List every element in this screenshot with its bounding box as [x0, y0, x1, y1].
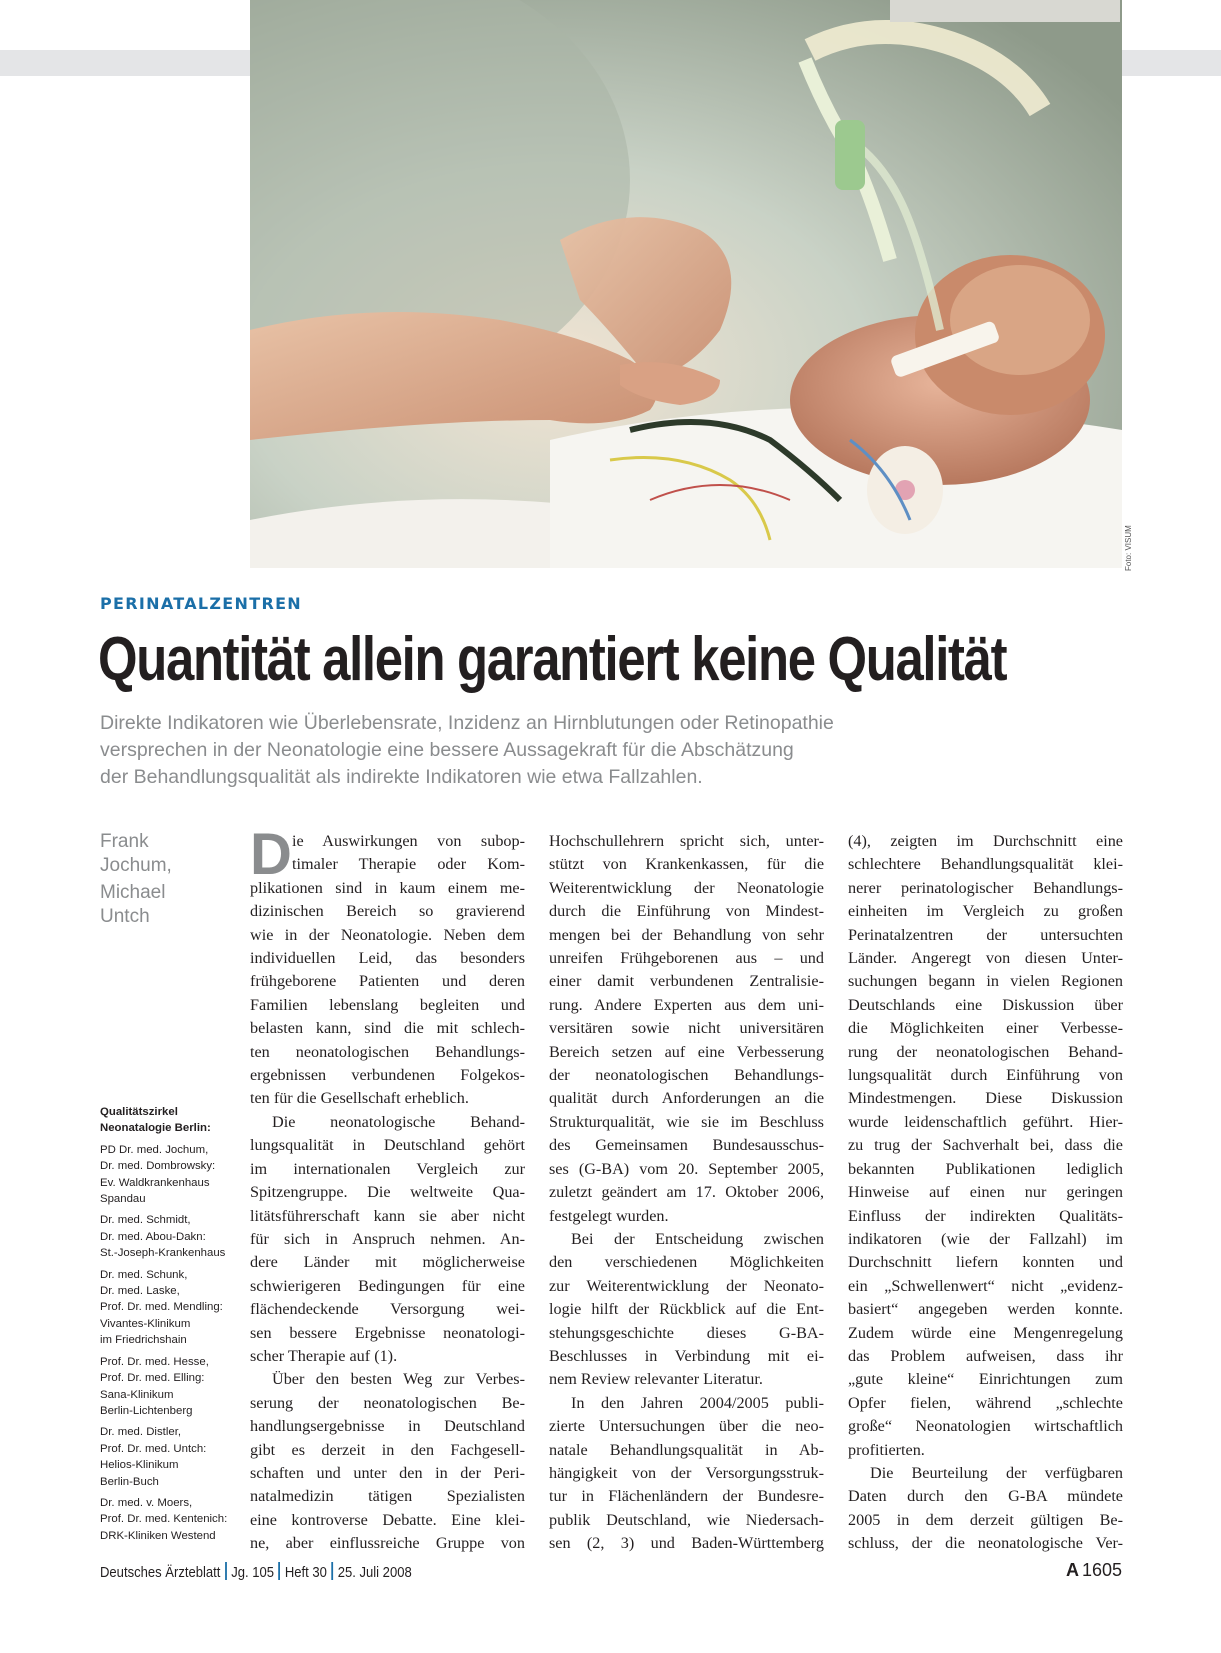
- text-line: ergebnissen verbundenen Folgekos-: [250, 1066, 525, 1085]
- text-line: sen bessere Ergebnisse neonatologi-: [250, 1323, 525, 1342]
- footer-issue: Heft 30: [284, 1565, 327, 1581]
- text-line: des Gemeinsamen Bundesausschus-: [549, 1136, 824, 1155]
- text-line: Hochschullehrern spricht sich, unter-: [549, 832, 824, 850]
- text-line: natale Behandlungsqualität in Ab-: [549, 1440, 824, 1459]
- text-line: schaften und unter den in der Peri-: [250, 1463, 525, 1482]
- text-line: mengen bei der Behandlung von sehr: [549, 925, 824, 944]
- text-line: für sich in Anspruch nehmen. An-: [250, 1229, 525, 1248]
- sidebar-line: Berlin-Buch: [100, 1475, 159, 1488]
- author-line: Untch: [100, 905, 150, 927]
- footer-separator: [331, 1562, 333, 1580]
- sidebar-member-block: [100, 1424, 240, 1490]
- text-line: der neonatologischen Behandlungs-: [549, 1066, 824, 1085]
- footer-journal: Deutsches Ärzteblatt: [100, 1565, 221, 1581]
- text-line: wurde leidenschaftlich geführt. Hier-: [848, 1112, 1123, 1131]
- text-line: einheiten im Vergleich zu großen: [848, 902, 1123, 921]
- sidebar-member-block: [100, 1142, 240, 1208]
- body-column-3: [848, 830, 1123, 1556]
- sidebar-line: Dr. med. Distler,: [100, 1426, 182, 1439]
- text-line: Strukturqualität, wie sie im Beschluss: [549, 1112, 824, 1131]
- page-footer: [100, 1560, 1122, 1584]
- sidebar-line: Helios-Klinikum: [100, 1459, 179, 1472]
- sidebar-line: Dr. med. Schmidt,: [100, 1214, 191, 1227]
- text-line: belasten kann, sind die mit schlech-: [250, 1019, 525, 1038]
- text-line: Spitzengruppe. Die weltweite Qua-: [250, 1183, 525, 1202]
- author-byline: [100, 830, 240, 928]
- photo-credit: Foto: VISUM: [1124, 525, 1133, 571]
- header-band-left: [0, 50, 250, 76]
- text-line: plikationen sind in kaum einem me-: [250, 878, 525, 897]
- footer-citation: [100, 1562, 412, 1581]
- text-line: gibt es derzeit in den Fachgesell-: [250, 1440, 525, 1459]
- text-line: zuletzt geändert am 17. Oktober 2006,: [549, 1183, 824, 1202]
- text-line: den verschiedenen Möglichkeiten: [549, 1253, 824, 1272]
- page-number: [1066, 1560, 1122, 1581]
- text-line: lungsqualität in Deutschland gehört: [250, 1136, 525, 1155]
- lead-line: Direkte Indikatoren wie Überlebensrate, Inzidenz an Hirnblutungen oder Retinopathie: [100, 712, 834, 734]
- section-kicker: PERINATALZENTREN: [100, 594, 302, 613]
- sidebar-line: Dr. med. v. Moers,: [100, 1496, 193, 1509]
- text-line: 2005 in dem derzeit gültigen Be-: [848, 1510, 1123, 1529]
- text-line: Länder. Angeregt von diesen Unter-: [848, 949, 1123, 968]
- text-line: nem Review relevanter Literatur.: [549, 1370, 763, 1389]
- text-line: dere Länder mit möglicherweise: [250, 1253, 525, 1272]
- article-headline: Quantität allein garantiert keine Qualität: [98, 625, 1007, 694]
- text-line: versitären sowie nicht universitären: [549, 1019, 824, 1038]
- text-line: serung der neonatologischen Be-: [250, 1393, 525, 1412]
- footer-separator: [225, 1562, 227, 1580]
- text-line: Daten durch den G-BA mündete: [848, 1487, 1123, 1506]
- text-line: scher Therapie auf (1).: [250, 1346, 398, 1365]
- text-line: ne, aber einflussreiche Gruppe von: [250, 1534, 525, 1553]
- text-line: zur Weiterentwicklung der Neonato-: [549, 1276, 824, 1295]
- sidebar-line: Prof. Dr. med. Kentenich:: [100, 1513, 228, 1526]
- sidebar-line: Prof. Dr. med. Elling:: [100, 1372, 205, 1385]
- quality-circle-sidebar: [100, 1104, 240, 1544]
- text-line: unreifen Frühgeborenen aus – und: [549, 949, 824, 968]
- text-line: handlungsergebnisse in Deutschland: [250, 1417, 525, 1436]
- text-line: Perinatalzentren der untersuchten: [848, 925, 1123, 944]
- sidebar-line: Berlin-Lichtenberg: [100, 1404, 193, 1417]
- text-line: sen (2, 3) und Baden-Württemberg: [549, 1534, 824, 1553]
- text-line: Die Beurteilung der verfügbaren: [870, 1463, 1123, 1482]
- text-line: nerer perinatologischer Behandlungs-: [848, 878, 1123, 897]
- author-line: Frank: [100, 831, 149, 852]
- text-line: Bei der Entscheidung zwischen: [571, 1229, 824, 1248]
- text-line: ses (G-BA) vom 20. September 2005,: [549, 1159, 824, 1178]
- text-line: zierte Untersuchungen über die neo-: [549, 1417, 824, 1436]
- article-photo: [250, 0, 1122, 568]
- page-prefix: A: [1065, 1560, 1079, 1580]
- text-line: wie in der Neonatologie. Neben dem: [250, 925, 525, 944]
- text-line: tur in Flächenländern der Bundesre-: [549, 1487, 824, 1506]
- sidebar-line: im Friedrichshain: [100, 1334, 187, 1347]
- text-line: (4), zeigten im Durchschnitt eine: [848, 832, 1123, 850]
- sidebar-member-block: [100, 1267, 240, 1349]
- sidebar-line: St.-Joseph-Krankenhaus: [100, 1247, 226, 1260]
- text-line: Über den besten Weg zur Verbes-: [272, 1370, 525, 1389]
- text-line: timaler Therapie oder Kom-: [292, 855, 525, 874]
- drop-cap: D: [250, 822, 292, 887]
- text-line: indikatoren (wie der Fallzahl) im: [848, 1229, 1123, 1248]
- text-line: rung der neonatologischen Behand-: [848, 1042, 1123, 1061]
- body-column-2: [549, 830, 824, 1556]
- text-line: bekannten Publikationen lediglich: [848, 1159, 1123, 1178]
- text-line: In den Jahren 2004/2005 publi-: [571, 1393, 824, 1412]
- text-line: eine kontroverse Debatte. Eine klei-: [250, 1510, 525, 1529]
- text-line: Familien lebenslang begleiten und: [250, 995, 525, 1014]
- sidebar-line: Spandau: [100, 1193, 146, 1206]
- text-line: schluss, der die neonatologische Ver-: [848, 1534, 1123, 1553]
- text-line: Mindestmengen. Diese Diskussion: [848, 1089, 1123, 1108]
- sidebar-member-block: [100, 1495, 240, 1544]
- lead-line: versprechen in der Neonatologie eine bessere Aussagekraft für die Abschätzung: [100, 739, 794, 761]
- text-line: große“ Neonatologien wirtschaftlich: [848, 1417, 1123, 1436]
- body-column-1: [250, 822, 525, 1556]
- text-line: schwierigeren Bedingungen für eine: [250, 1276, 525, 1295]
- sidebar-line: Vivantes-Klinikum: [100, 1317, 191, 1330]
- text-line: Die neonatologische Behand-: [272, 1112, 525, 1131]
- text-line: stehungsgeschichte dieses G-BA-: [549, 1323, 824, 1342]
- text-line: festgelegt wurden.: [549, 1206, 669, 1225]
- page-number-value: 1605: [1081, 1560, 1122, 1580]
- text-line: qualität durch Anforderungen an die: [549, 1089, 824, 1108]
- text-line: Bereich setzen auf eine Verbesserung: [549, 1042, 824, 1061]
- text-line: schlechtere Behandlungsqualität klei-: [848, 855, 1123, 874]
- text-line: profitierten.: [848, 1440, 925, 1459]
- text-line: die Möglichkeiten einer Verbesse-: [848, 1019, 1123, 1038]
- text-line: flächendeckende Versorgung wei-: [250, 1300, 525, 1319]
- sidebar-line: Dr. med. Laske,: [100, 1285, 180, 1298]
- text-line: Opfer fielen, während „schlechte: [848, 1393, 1123, 1412]
- text-line: litätsführerschaft kann sie aber nicht: [250, 1206, 525, 1225]
- sidebar-line: PD Dr. med. Jochum,: [100, 1143, 209, 1156]
- header-band-right: [1122, 50, 1221, 76]
- text-line: individuellen Leid, das besonders: [250, 949, 525, 968]
- photo-illustration: [250, 0, 1122, 568]
- text-line: ie Auswirkungen von subop-: [292, 832, 525, 850]
- footer-volume: Jg. 105: [231, 1565, 275, 1581]
- sidebar-title: Qualitätszirkel: [100, 1106, 178, 1118]
- text-line: Weiterentwicklung der Neonatologie: [549, 878, 824, 897]
- sidebar-line: Prof. Dr. med. Untch:: [100, 1442, 207, 1455]
- text-line: Beschlusses in Verbindung mit ei-: [549, 1346, 824, 1365]
- text-line: dizinischen Bereich so gravierend: [250, 902, 525, 921]
- sidebar-line: Sana-Klinikum: [100, 1388, 174, 1401]
- text-line: das Problem aufweisen, dass ihr: [848, 1346, 1123, 1365]
- author-line: Jochum,: [100, 854, 172, 876]
- text-line: rung. Andere Experten aus dem uni-: [549, 995, 824, 1014]
- sidebar-member-block: [100, 1212, 240, 1261]
- text-line: zu trug der Sachverhalt bei, dass die: [848, 1136, 1123, 1155]
- text-line: stützt von Krankenkassen, für die: [549, 855, 824, 874]
- text-line: einer damit verbundenen Zentralisie-: [549, 972, 824, 991]
- sidebar-title: Neonatalogie Berlin:: [100, 1122, 211, 1135]
- text-line: logie hilft der Rückblick auf die Ent-: [549, 1300, 824, 1319]
- text-line: natalmedizin tätigen Spezialisten: [250, 1487, 525, 1506]
- text-line: Hinweise auf einen nur geringen: [848, 1183, 1123, 1202]
- text-line: durch die Einführung von Mindest-: [549, 902, 824, 921]
- text-line: Einfluss der indirekten Qualitäts-: [848, 1206, 1123, 1225]
- article-lead: [100, 710, 1020, 791]
- text-line: im internationalen Vergleich zur: [250, 1159, 525, 1178]
- text-line: „gute kleine“ Einrichtungen zum: [848, 1370, 1123, 1389]
- text-line: Durchschnitt liefern konnten und: [848, 1253, 1123, 1272]
- text-line: Zudem würde eine Mengenregelung: [848, 1323, 1123, 1342]
- text-line: ten neonatologischen Behandlungs-: [250, 1042, 525, 1061]
- sidebar-line: Dr. med. Schunk,: [100, 1268, 188, 1281]
- sidebar-member-block: [100, 1354, 240, 1420]
- text-line: Deutschlands eine Diskussion über: [848, 995, 1123, 1014]
- sidebar-line: Dr. med. Abou-Dakn:: [100, 1230, 206, 1243]
- text-line: basiert“ angegeben werden konnte.: [848, 1300, 1123, 1319]
- sidebar-line: Prof. Dr. med. Hesse,: [100, 1355, 209, 1368]
- text-line: publik Deutschland, wie Niedersach-: [549, 1510, 824, 1529]
- text-line: ten für die Gesellschaft erheblich.: [250, 1089, 469, 1108]
- text-line: frühgeborene Patienten und deren: [250, 972, 525, 991]
- text-line: lungsqualität durch Einführung von: [848, 1066, 1123, 1085]
- text-line: ein „Schwellenwert“ nicht „evidenz-: [848, 1276, 1123, 1295]
- author-line: Michael: [100, 882, 166, 903]
- sidebar-line: DRK-Kliniken Westend: [100, 1529, 216, 1542]
- sidebar-line: Dr. med. Dombrowsky:: [100, 1160, 216, 1173]
- footer-separator: [279, 1562, 281, 1580]
- footer-date: 25. Juli 2008: [337, 1565, 412, 1581]
- text-line: hängigkeit von der Versorgungsstruk-: [549, 1463, 824, 1482]
- sidebar-line: Ev. Waldkrankenhaus: [100, 1176, 210, 1189]
- sidebar-line: Prof. Dr. med. Mendling:: [100, 1301, 223, 1314]
- lead-line: der Behandlungsqualität als indirekte Indikatoren wie etwa Fallzahlen.: [100, 766, 703, 788]
- text-line: suchungen begann in vielen Regionen: [848, 972, 1123, 991]
